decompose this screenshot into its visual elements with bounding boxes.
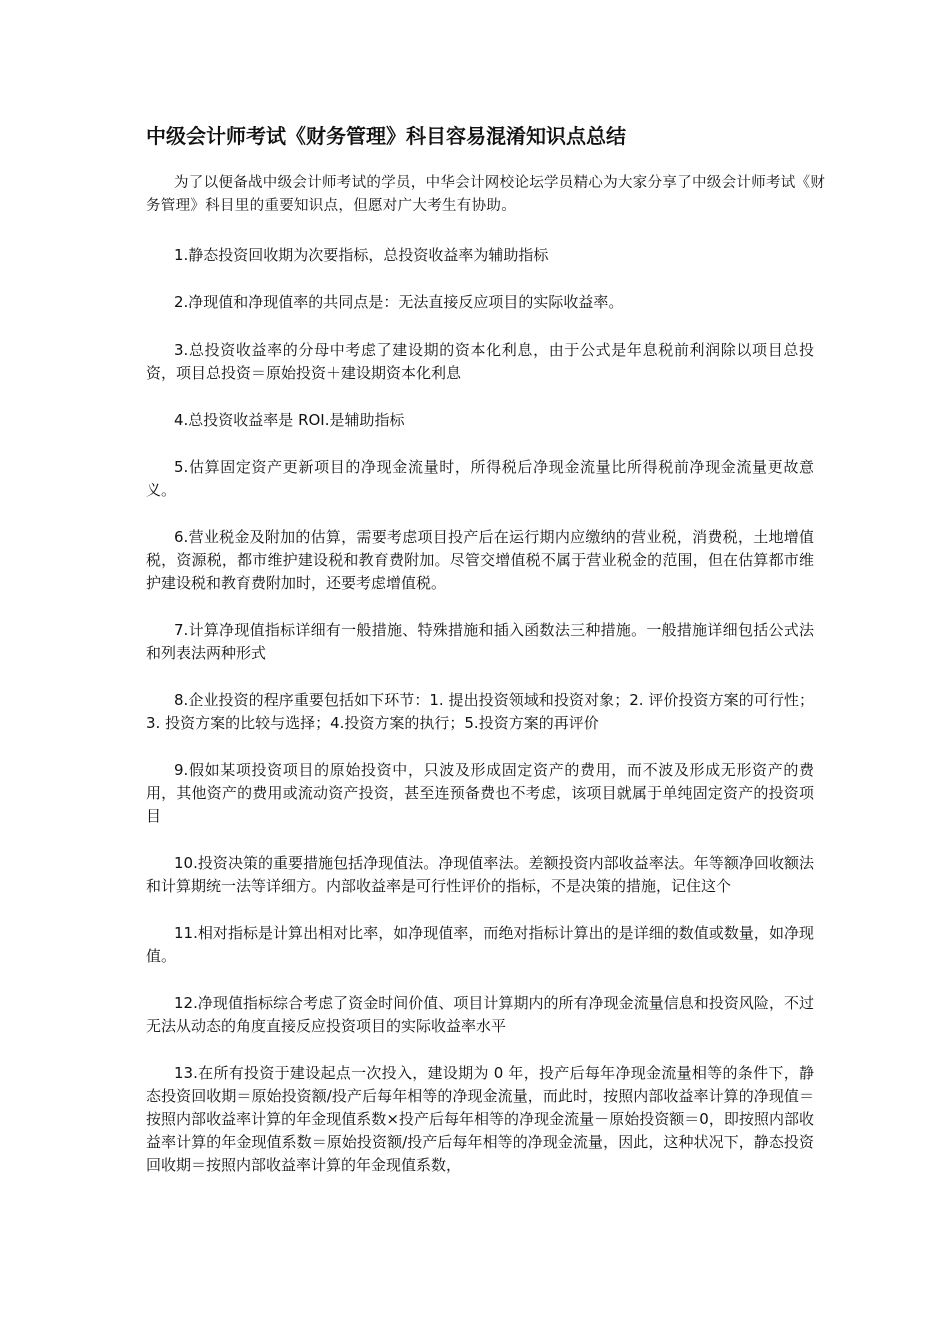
knowledge-point: 7.计算净现值指标详细有一般措施、特殊措施和插入函数法三种措施。一般措施详细包括公式法和列表法两种形式 (146, 621, 814, 662)
knowledge-point: 5.估算固定资产更新项目的净现金流量时，所得税后净现金流量比所得税前净现金流量更故意义。 (146, 458, 814, 499)
knowledge-point: 13.在所有投资于建设起点一次投入，建设期为 0 年，投产后每年净现金流量相等的条件下，静态投资回收期＝原始投资额/投产后每年相等的净现金流量，而此时，按照内部收益率计算的净现值＝按照内部收益率计算的年金现值系数×投产后每年相等的净现金流量－原始投资额＝0，即按照内部收益率计算的年金现值系数＝原始投资额/投产后每年相等的净现金流量，因此，这种状况下，静态投资回收期＝按照内部收益率计算的年金现值系数， (146, 1064, 814, 1174)
document-title: 中级会计师考试《财务管理》科目容易混淆知识点总结 (146, 124, 626, 148)
knowledge-point: 11.相对指标是计算出相对比率，如净现值率，而绝对指标计算出的是详细的数值或数量，如净现值。 (146, 924, 814, 965)
knowledge-point: 4.总投资收益率是 ROI.是辅助指标 (174, 411, 405, 429)
knowledge-point: 1.静态投资回收期为次要指标，总投资收益率为辅助指标 (174, 246, 549, 264)
knowledge-point: 3.总投资收益率的分母中考虑了建设期的资本化利息，由于公式是年息税前利润除以项目总投资，项目总投资＝原始投资＋建设期资本化利息 (146, 341, 814, 382)
intro-paragraph: 为了以便备战中级会计师考试的学员，中华会计网校论坛学员精心为大家分享了中级会计师考试《财务管理》科目里的重要知识点，但愿对广大考生有协助。 (146, 175, 826, 214)
knowledge-point: 10.投资决策的重要措施包括净现值法。净现值率法。差额投资内部收益率法。年等额净回收额法和计算期统一法等详细方。内部收益率是可行性评价的指标，不是决策的措施，记住这个 (146, 854, 814, 895)
knowledge-point: 12.净现值指标综合考虑了资金时间价值、项目计算期内的所有净现金流量信息和投资风险，不过无法从动态的角度直接反应投资项目的实际收益率水平 (146, 994, 814, 1035)
knowledge-point: 2.净现值和净现值率的共同点是：无法直接反应项目的实际收益率。 (174, 293, 624, 311)
knowledge-point-list (146, 244, 814, 1201)
knowledge-point: 8.企业投资的程序重要包括如下环节：1. 提出投资领域和投资对象；2. 评价投资方案的可行性；3. 投资方案的比较与选择；4.投资方案的执行；5.投资方案的再评价 (146, 691, 814, 732)
knowledge-point: 9.假如某项投资项目的原始投资中，只波及形成固定资产的费用，而不波及形成无形资产的费用，其他资产的费用或流动资产投资，甚至连预备费也不考虑，该项目就属于单纯固定资产的投资项目 (146, 761, 814, 825)
knowledge-point: 6.营业税金及附加的估算，需要考虑项目投产后在运行期内应缴纳的营业税，消费税，土地增值税，资源税，都市维护建设税和教育费附加。尽管交增值税不属于营业税金的范围，但在估算都市维护建设税和教育费附加时，还要考虑增值税。 (146, 528, 814, 592)
